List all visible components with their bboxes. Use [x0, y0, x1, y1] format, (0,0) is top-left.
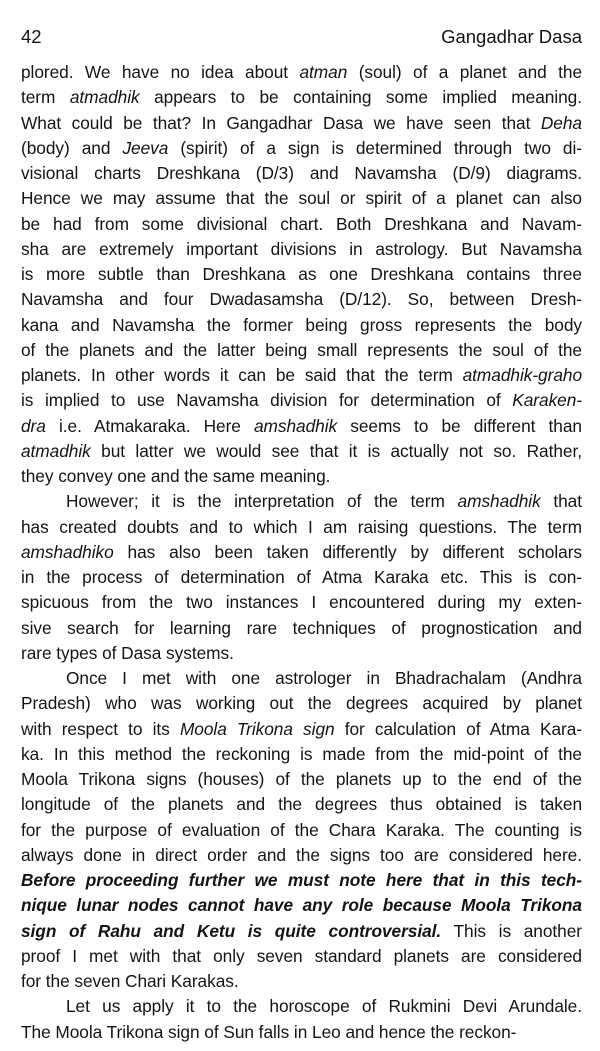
emphasized-text: Karaken- — [512, 390, 582, 411]
text-run: that — [540, 491, 582, 512]
text-run: ka. In this method the reckoning is made from the mid-point of the — [21, 743, 582, 764]
text-line — [21, 489, 582, 514]
body-text — [21, 60, 582, 1045]
text-line — [21, 767, 582, 792]
text-run: term — [21, 87, 70, 108]
text-line — [21, 893, 582, 918]
text-run: rare types of Dasa systems. — [21, 642, 234, 663]
text-run: This is another — [441, 920, 583, 941]
text-run: What could be that? In Gangadhar Dasa we have seen that — [21, 112, 541, 133]
text-line — [21, 464, 582, 489]
text-run: However; it is the interpretation of the term — [66, 491, 458, 512]
running-title: Gangadhar Dasa — [441, 26, 582, 47]
text-run: for calculation of Atma Kara- — [334, 718, 582, 739]
text-line — [21, 388, 582, 413]
text-line — [21, 944, 582, 969]
emphasized-text: Before proceeding further we must note here that in this tech- — [21, 870, 582, 890]
text-line — [21, 439, 582, 464]
emphasized-text: atmadhik-graho — [462, 365, 582, 385]
text-run: (spirit) of a sign is determined through two di- — [168, 137, 582, 158]
text-run: for the purpose of evaluation of the Chara Karaka. The counting is — [21, 819, 582, 840]
text-line — [21, 515, 582, 540]
text-run: planets. In other words it can be said that the term — [21, 365, 463, 385]
text-line — [21, 868, 582, 893]
text-run: (body) and — [21, 137, 123, 158]
text-run: Hence we may assume that the soul or spirit of a planet can also — [21, 188, 582, 209]
text-run: sive search for learning rare techniques of prognostication and — [21, 617, 582, 638]
text-line — [21, 616, 582, 641]
text-line — [21, 287, 582, 312]
emphasized-text: Moola Trikona sign — [179, 718, 335, 739]
emphasized-text: Jeeva — [122, 137, 169, 158]
text-run: in the process of determination of Atma Karaka etc. This is con- — [21, 567, 582, 587]
text-line — [21, 691, 582, 716]
text-run: Navamsha and four Dwadasamsha (D/12). So, between Dresh- — [21, 289, 582, 310]
page-header — [21, 26, 582, 48]
text-line — [21, 969, 582, 994]
text-line — [21, 414, 582, 439]
text-run: is more subtle than Dreshkana as one Dreshkana contains three — [21, 264, 582, 284]
text-line — [21, 313, 582, 338]
paragraph — [21, 666, 582, 994]
text-run: Let us apply it to the horoscope of Rukmini Devi Arundale. — [66, 996, 582, 1017]
text-line — [21, 1020, 582, 1045]
text-run: seems to be different than — [337, 415, 582, 436]
text-line — [21, 237, 582, 262]
text-line — [21, 136, 582, 161]
text-run: (soul) of a planet and the — [347, 62, 583, 82]
emphasized-text: dra — [21, 415, 46, 436]
text-line — [21, 161, 582, 186]
text-run: has also been taken differently by different scholars — [113, 541, 582, 562]
page-number: 42 — [21, 26, 42, 47]
text-run: is implied to use Navamsha division for determination of — [21, 390, 513, 411]
text-run: be had from some divisional chart. Both Dreshkana and Navam- — [21, 213, 582, 234]
text-run: of the planets and the latter being small represents the soul of the — [21, 339, 582, 360]
text-run: plored. We have no idea about — [21, 62, 300, 82]
text-run: The Moola Trikona sign of Sun falls in Leo and hence the reckon- — [21, 1021, 517, 1042]
text-run: kana and Navamsha the former being gross represents the body — [21, 314, 582, 335]
emphasized-text: Deha — [540, 112, 582, 133]
text-line — [21, 540, 582, 565]
text-line — [21, 111, 582, 136]
text-run: Moola Trikona signs (houses) of the planets up to the end of the — [21, 769, 582, 789]
text-line — [21, 186, 582, 211]
emphasized-text: sign of Rahu and Ketu is quite controversial. — [21, 920, 442, 941]
text-line — [21, 262, 582, 287]
text-run: Pradesh) who was working out the degrees acquired by planet — [21, 693, 582, 714]
text-line — [21, 742, 582, 767]
emphasized-text: atmadhik — [69, 87, 140, 108]
text-line — [21, 363, 582, 388]
text-line — [21, 919, 582, 944]
text-run: but latter we would see that it is actually not so. Rather, — [90, 440, 582, 461]
text-run: longitude of the planets and the degrees thus obtained is taken — [21, 794, 582, 815]
text-run: i.e. Atmakaraka. Here — [45, 415, 254, 436]
text-line — [21, 565, 582, 590]
emphasized-text: amshadhik — [253, 415, 338, 436]
text-line — [21, 818, 582, 843]
text-line — [21, 85, 582, 110]
emphasized-text: amshadhik — [457, 491, 541, 512]
text-line — [21, 212, 582, 237]
text-run: spicuous from the two instances I encountered during my exten- — [21, 592, 582, 613]
text-run: Once I met with one astrologer in Bhadrachalam (Andhra — [66, 668, 582, 688]
text-run: has created doubts and to which I am raising questions. The term — [21, 516, 582, 537]
text-run: proof I met with that only seven standard planets are considered — [21, 945, 582, 966]
emphasized-text: atman — [299, 62, 348, 82]
text-line — [21, 60, 582, 85]
text-run: sha are extremely important divisions in astrology. But Navamsha — [21, 238, 582, 259]
text-line — [21, 666, 582, 691]
text-run: always done in direct order and the signs too are considered here. — [21, 844, 582, 865]
paragraph — [21, 489, 582, 666]
text-run: appears to be containing some implied meaning. — [139, 87, 582, 108]
paragraph — [21, 60, 582, 489]
text-line — [21, 641, 582, 666]
text-line — [21, 994, 582, 1019]
paragraph — [21, 994, 582, 1045]
text-line — [21, 843, 582, 868]
text-line — [21, 717, 582, 742]
emphasized-text: atmadhik — [21, 440, 91, 461]
text-line — [21, 590, 582, 615]
emphasized-text: amshadhiko — [21, 541, 114, 562]
text-run: with respect to its — [21, 718, 180, 739]
text-run: they convey one and the same meaning. — [21, 466, 331, 486]
text-run: for the seven Chari Karakas. — [21, 971, 239, 991]
text-line — [21, 338, 582, 363]
emphasized-text: nique lunar nodes cannot have any role because Moola Trikona — [21, 895, 582, 916]
text-run: visional charts Dreshkana (D/3) and Navamsha (D/9) diagrams. — [21, 163, 582, 183]
text-line — [21, 792, 582, 817]
